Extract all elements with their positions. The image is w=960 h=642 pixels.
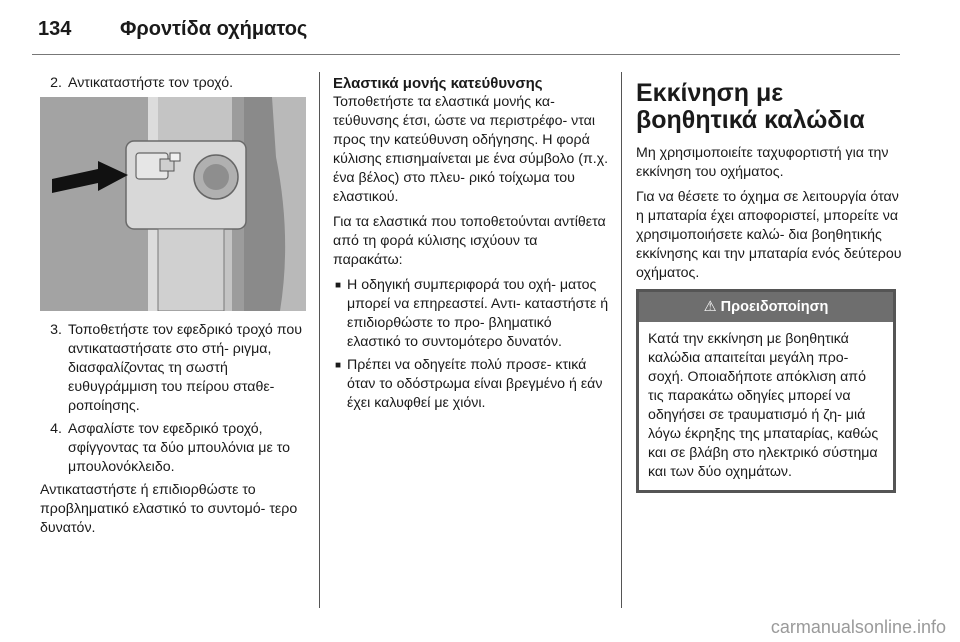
bullet-item bbox=[333, 276, 609, 352]
header-rule bbox=[32, 54, 900, 55]
column-3 bbox=[636, 80, 902, 493]
closing-paragraph: Αντικαταστήστε ή επιδιορθώστε το προβληματικό ελαστικό το συντομό- τερο δυνατόν. bbox=[40, 482, 298, 536]
warning-label: Προειδοποίηση bbox=[720, 299, 829, 315]
watermark: carmanualsonline.info bbox=[770, 617, 946, 637]
column-divider-left bbox=[319, 72, 320, 608]
step-number: 3. bbox=[50, 322, 62, 338]
page-number: 134 bbox=[38, 18, 72, 40]
page-header bbox=[32, 12, 912, 52]
step-2 bbox=[40, 74, 308, 93]
page-title: Φροντίδα οχήματος bbox=[120, 18, 308, 40]
bullet-item bbox=[333, 356, 609, 413]
step-text: Αντικαταστήστε τον τροχό. bbox=[68, 75, 234, 91]
warning-box bbox=[636, 289, 896, 493]
column-divider-right bbox=[621, 72, 622, 608]
step-3 bbox=[40, 321, 308, 416]
column-2 bbox=[333, 74, 609, 417]
paragraph: Τοποθετήστε τα ελαστικά μονής κα- τεύθυνσης έτσι, ώστε να περιστρέφο- νται προς την κατεύθυνση οδήγησης. Η φορά κύλισης επισημαίνεται με ένα σύμβολο (π.χ. ένα βέλος) στο πλευ- ρικό τοίχωμα του ελαστικού. bbox=[333, 94, 609, 205]
section-heading: Ελαστικά μονής κατεύθυνσης bbox=[333, 75, 543, 92]
bullet-text: Πρέπει να οδηγείτε πολύ προσε- κτικά όταν το οδόστρωμα είναι βρεγμένο ή εάν έχει καλυφθεί με χιόνι. bbox=[347, 357, 603, 411]
section-title: Εκκίνηση με βοηθητικά καλώδια bbox=[636, 79, 865, 134]
step-4 bbox=[40, 420, 308, 477]
step-text: Τοποθετήστε τον εφεδρικό τροχό που αντικαταστήσατε στο στή- ριγμα, διασφαλίζοντας τη σωστή ευθυγράμμιση του πείρου σταθε- ροποίησης. bbox=[68, 322, 302, 414]
spare-wheel-figure bbox=[40, 97, 306, 311]
paragraph: Για τα ελαστικά που τοποθετούνται αντίθετα από τη φορά κύλισης ισχύουν τα παρακάτω: bbox=[333, 214, 606, 268]
bullet-icon: ■ bbox=[335, 360, 342, 371]
step-text: Ασφαλίστε τον εφεδρικό τροχό, σφίγγοντας τα δύο μπουλόνια με το μπουλονόκλειδο. bbox=[68, 421, 291, 475]
spare-wheel-illustration bbox=[40, 97, 306, 311]
warning-header bbox=[639, 292, 893, 322]
warning-text: Κατά την εκκίνηση με βοηθητικά καλώδια απαιτείται μεγάλη προ- σοχή. Οποιαδήποτε απόκλιση από τις παρακάτω οδηγίες μπορεί να οδηγήσει σε τραυματισμό ή ζη- μιά λόγω έκρηξης της μπαταρίας, καθώς και σε βλάβη στο ηλεκτρικό σύστημα και των δύο οχημάτων. bbox=[648, 331, 879, 480]
step-number: 4. bbox=[50, 421, 62, 437]
bullet-icon: ■ bbox=[335, 280, 342, 291]
step-number: 2. bbox=[50, 75, 62, 91]
paragraph: Μη χρησιμοποιείτε ταχυφορτιστή για την εκκίνηση του οχήματος. bbox=[636, 145, 889, 180]
paragraph: Για να θέσετε το όχημα σε λειτουργία όταν η μπαταρία έχει αποφοριστεί, μπορείτε να χρησιμοποιήσετε καλώ- δια βοηθητικής εκκίνησης και την μπαταρία ενός δεύτερου οχήματος. bbox=[636, 189, 902, 281]
warning-icon: ⚠ bbox=[703, 299, 717, 315]
bullet-text: Η οδηγική συμπεριφορά του οχή- ματος μπορεί να επηρεαστεί. Αντι- καταστήστε ή επιδιορθώστε το προ- βληματικό ελαστικό το συντομότερο δυνατόν. bbox=[347, 277, 609, 350]
column-1 bbox=[40, 74, 308, 544]
